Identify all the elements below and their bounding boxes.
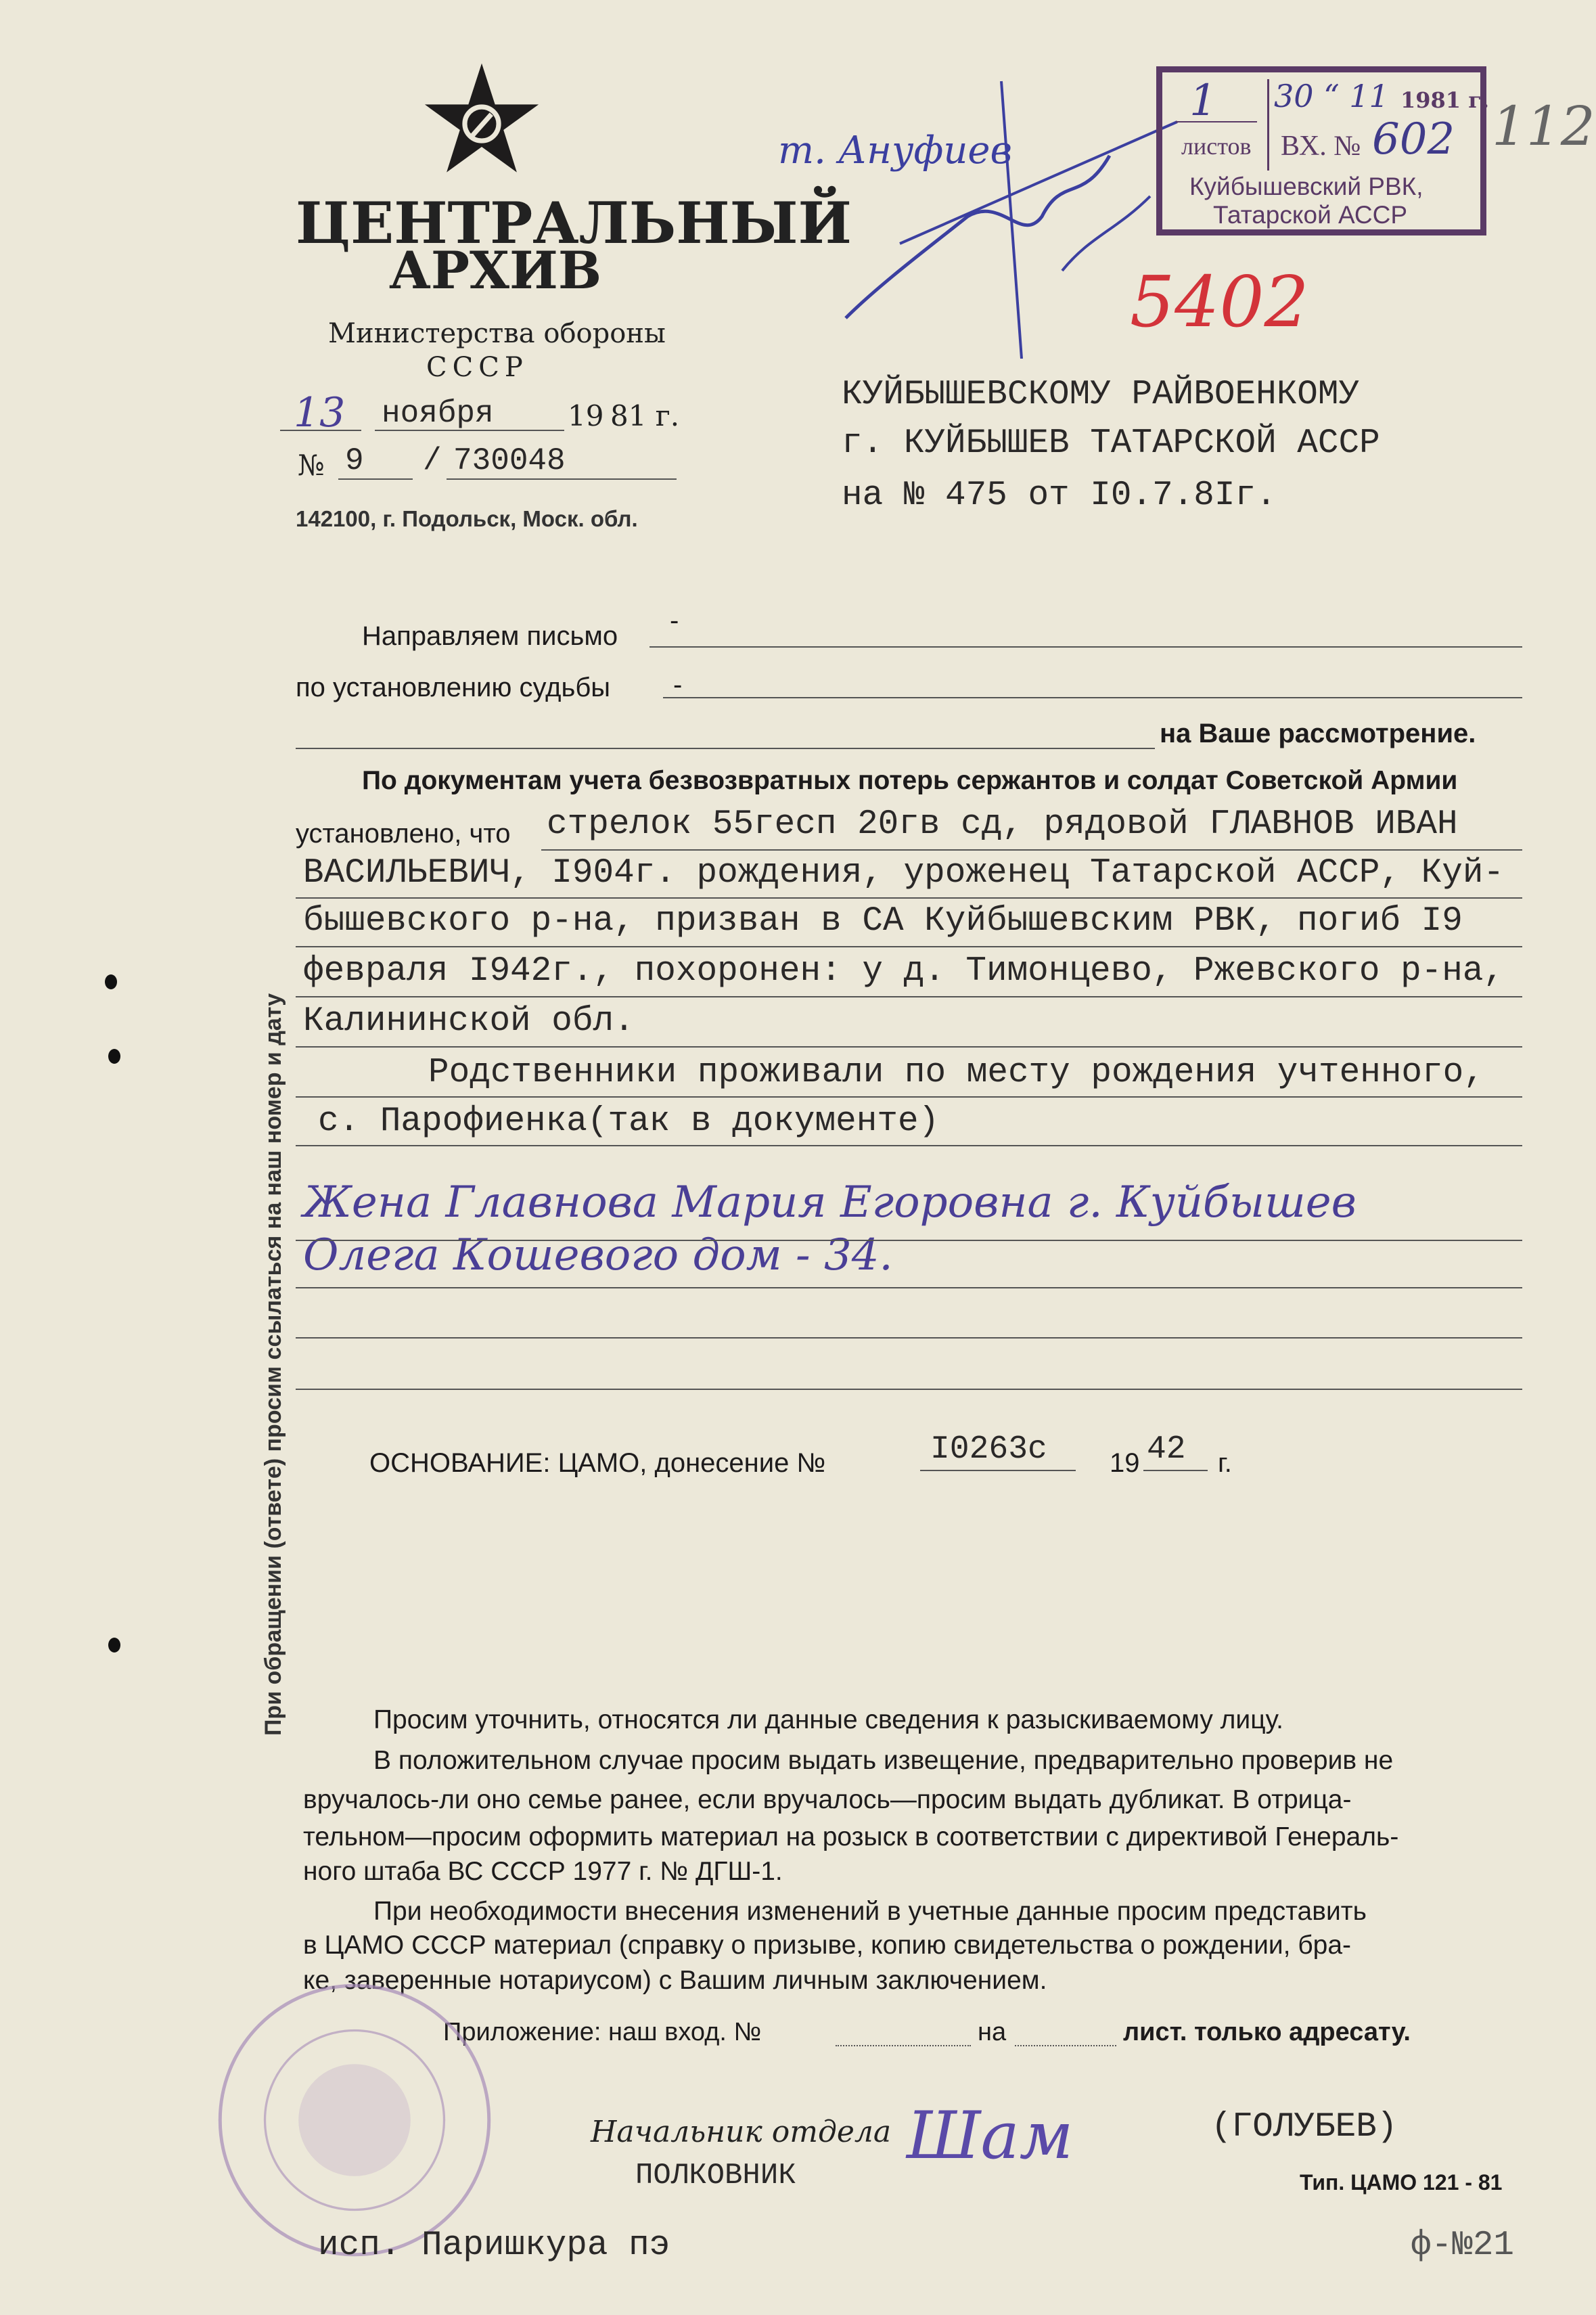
typed-line-6: Родственники проживали по месту рождения учтенного, xyxy=(428,1054,1484,1092)
basis-suffix: г. xyxy=(1218,1448,1232,1478)
stamp-org-line2: Татарской АССР xyxy=(1213,201,1408,229)
stamp-date: 30 “ 11 xyxy=(1274,78,1389,114)
typed-line-2: ВАСИЛЬЕВИЧ, I904г. рождения, уроженец Татарской АССР, Куй- xyxy=(303,854,1505,893)
page-number: 112 xyxy=(1492,95,1595,158)
signatory-position: Начальник отдела xyxy=(591,2115,892,2149)
handwritten-line-1: Жена Главнова Мария Егоровна г. Куйбышев xyxy=(303,1177,1356,1228)
number-part1: 9 xyxy=(345,443,364,478)
stamp-sheets-value: 1 xyxy=(1189,76,1217,126)
instruction-line-5: ного штаба ВС СССР 1977 г. № ДГШ-1. xyxy=(303,1857,783,1886)
stamp-org-line1: Куйбышевский РВК, xyxy=(1189,173,1423,200)
fate-label: по установлению судьбы xyxy=(296,673,610,702)
fate-value: - xyxy=(673,670,683,700)
forward-value: - xyxy=(670,606,679,635)
forward-label: Направляем письмо xyxy=(362,621,618,651)
addressee-line1: КУЙБЫШЕВСКОМУ РАЙВОЕНКОМУ xyxy=(842,376,1360,414)
outgoing-number xyxy=(298,443,704,484)
date-year-suffix: 81 г. xyxy=(610,399,680,432)
archive-address: 142100, г. Подольск, Моск. обл. xyxy=(296,506,638,531)
star-hammer-sickle-icon xyxy=(421,61,543,176)
signatory-rank: ПОЛКОВНИК xyxy=(635,2159,796,2193)
date-day: 13 xyxy=(294,389,346,436)
number-part2: 730048 xyxy=(453,443,566,478)
instruction-line-7: в ЦАМО СССР материал (справку о призыве, копию свидетельства о рождении, бра- xyxy=(303,1931,1352,1960)
stamp-year: 1981 г. xyxy=(1400,87,1489,113)
ministry: Министерства обороны xyxy=(328,318,666,349)
stamp-sheets-label: листов xyxy=(1181,133,1252,160)
signature: Шам xyxy=(907,2098,1074,2174)
stamp-incoming-label: ВХ. № xyxy=(1281,131,1361,162)
attachment-label: Приложение: наш вход. № xyxy=(443,2018,762,2046)
stamp-incoming-number: 602 xyxy=(1372,114,1455,164)
basis-label: ОСНОВАНИЕ: ЦАМО, донесение № xyxy=(369,1448,826,1478)
instruction-line-8: ке, заверенные нотариусом) с Вашим личным заключением. xyxy=(303,1966,1047,1995)
instruction-line-6: При необходимости внесения изменений в учетные данные просим представить xyxy=(373,1897,1367,1926)
addressee-line3: на № 475 от I0.7.8Iг. xyxy=(842,476,1277,515)
round-seal-icon xyxy=(214,1980,495,2260)
country: СССР xyxy=(426,352,528,383)
attachment-on: на xyxy=(978,2018,1007,2046)
instruction-line-3: вручалось-ли оно семье ранее, если вручалось—просим выдать дубликат. В отрица- xyxy=(303,1785,1352,1814)
punch-hole xyxy=(108,1049,120,1064)
executor: исп. Паришкура пэ xyxy=(318,2226,670,2265)
date-year-prefix: 19 xyxy=(568,399,604,432)
form-number: ф-№21 xyxy=(1411,2226,1515,2265)
punch-hole xyxy=(108,1638,120,1653)
handwritten-line-2: Олега Кошевого дом - 34. xyxy=(303,1230,893,1280)
intro-paragraph: По документам учета безвозвратных потерь сержантов и солдат Советской Армии xyxy=(362,766,1458,795)
instruction-line-1: Просим уточнить, относятся ли данные сведения к разыскиваемому лицу. xyxy=(373,1705,1283,1734)
typed-line-4: февраля I942г., похоронен: у д. Тимонцево, Ржевского р-на, xyxy=(303,952,1505,991)
incoming-stamp xyxy=(1156,66,1489,235)
typed-line-3: бышевского р-на, призван в СА Куйбышевским РВК, погиб I9 xyxy=(303,902,1463,941)
resolution-text: т. Ануфиев xyxy=(778,129,1013,173)
signatory-name: (ГОЛУБЕВ) xyxy=(1211,2108,1398,2147)
date-month: ноября xyxy=(382,396,494,431)
basis-number: I0263с xyxy=(930,1431,1047,1468)
addressee-line2: г. КУЙБЫШЕВ ТАТАРСКОЙ АССР xyxy=(842,424,1380,463)
number-sign: № xyxy=(298,449,325,482)
red-registration-number: 5402 xyxy=(1130,261,1309,343)
typed-line-1: стрелок 55гесп 20гв сд, рядовой ГЛАВНОВ ИВАН xyxy=(547,805,1458,844)
punch-hole xyxy=(105,974,117,989)
printing-mark: Тип. ЦАМО 121 - 81 xyxy=(1300,2170,1503,2195)
typed-line-5: Калининской обл. xyxy=(303,1002,635,1041)
side-note: При обращении (ответе) просим ссылаться на наш номер и дату xyxy=(260,993,286,1736)
org-name-line1: ЦЕНТРАЛЬНЫЙ xyxy=(296,189,852,256)
established-label: установлено, что xyxy=(296,819,511,849)
basis-year: 42 xyxy=(1147,1431,1186,1468)
org-name-line2: АРХИВ xyxy=(389,240,602,300)
number-sep: / xyxy=(423,443,442,478)
date-line xyxy=(273,389,693,436)
attachment-suffix: лист. только адресату. xyxy=(1123,2018,1411,2046)
review-label: на Ваше рассмотрение. xyxy=(1160,719,1476,748)
typed-line-7: с. Парофиенка(так в документе) xyxy=(318,1102,940,1141)
instruction-line-2: В положительном случае просим выдать извещение, предварительно проверив не xyxy=(373,1746,1394,1775)
basis-year-prefix: 19 xyxy=(1110,1448,1140,1478)
instruction-line-4: тельном—просим оформить материал на розыск в соответствии с директивой Генераль- xyxy=(303,1822,1399,1851)
